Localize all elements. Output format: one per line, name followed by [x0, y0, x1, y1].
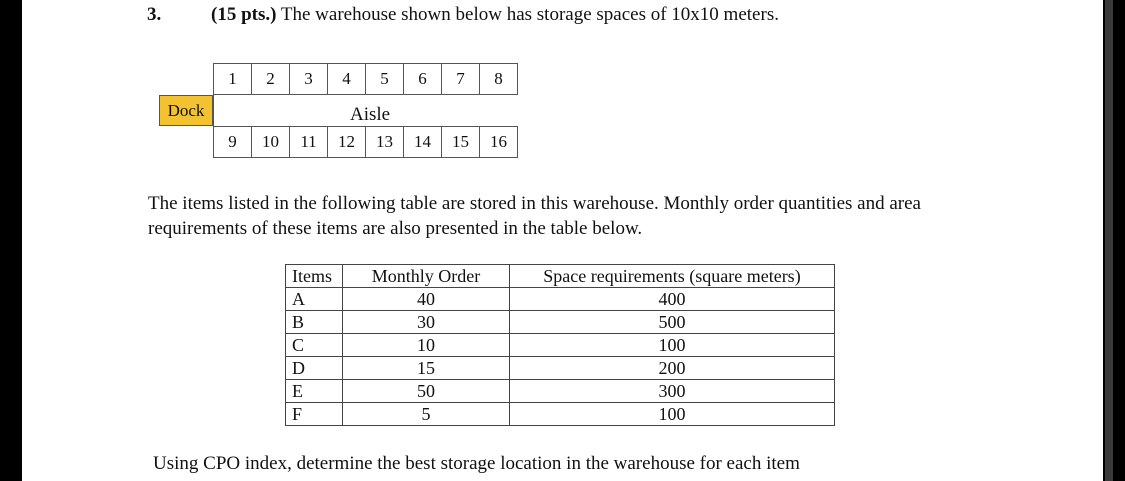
table-row [286, 380, 835, 403]
monthly-order-cell: 40 [343, 288, 510, 311]
storage-slot: 10 [252, 127, 290, 157]
monthly-order-cell: 30 [343, 311, 510, 334]
column-header: Space requirements (square meters) [510, 265, 835, 288]
storage-slot: 5 [366, 64, 404, 94]
monthly-order-cell: 10 [343, 334, 510, 357]
storage-slot: 2 [252, 64, 290, 94]
question-number: 3. [147, 4, 162, 25]
question-statement [211, 4, 779, 26]
space-requirement-cell: 100 [510, 403, 835, 426]
description-paragraph: The items listed in the following table are stored in this warehouse. Monthly order quantities and area requirements of these items are also presented in the table below. [148, 193, 921, 239]
storage-slot: 3 [290, 64, 328, 94]
storage-slot: 8 [480, 64, 518, 94]
storage-slot: 15 [442, 127, 480, 157]
page-edge-scrollbar[interactable] [1105, 0, 1113, 481]
aisle-edge-line [213, 94, 214, 126]
storage-slot: 1 [214, 64, 252, 94]
item-cell: A [286, 288, 343, 311]
warehouse-bottom-row [213, 126, 518, 158]
item-cell: F [286, 403, 343, 426]
space-requirement-cell: 100 [510, 334, 835, 357]
table-row [286, 357, 835, 380]
storage-slot: 4 [328, 64, 366, 94]
column-header: Items [286, 265, 343, 288]
table-row [286, 403, 835, 426]
space-requirement-cell: 400 [510, 288, 835, 311]
item-cell: C [286, 334, 343, 357]
table-row [286, 334, 835, 357]
storage-slot: 6 [404, 64, 442, 94]
storage-slot: 7 [442, 64, 480, 94]
table-header-row [286, 265, 835, 288]
storage-slot: 11 [290, 127, 328, 157]
storage-slot: 12 [328, 127, 366, 157]
aisle-label: Aisle [350, 104, 391, 125]
question-points: (15 pts.) [211, 4, 277, 25]
space-requirement-cell: 300 [510, 380, 835, 403]
storage-slot: 16 [480, 127, 518, 157]
document-page [22, 0, 1103, 481]
storage-slot: 14 [404, 127, 442, 157]
monthly-order-cell: 5 [343, 403, 510, 426]
items-table [285, 264, 835, 426]
storage-slot: 9 [214, 127, 252, 157]
monthly-order-cell: 50 [343, 380, 510, 403]
item-cell: E [286, 380, 343, 403]
monthly-order-cell: 15 [343, 357, 510, 380]
warehouse-top-row [213, 63, 518, 95]
item-cell: D [286, 357, 343, 380]
column-header: Monthly Order [343, 265, 510, 288]
space-requirement-cell: 200 [510, 357, 835, 380]
table-row [286, 311, 835, 334]
table-row [286, 288, 835, 311]
storage-slot: 13 [366, 127, 404, 157]
dock-box: Dock [159, 95, 213, 126]
question-text: The warehouse shown below has storage spaces of 10x10 meters. [280, 4, 779, 25]
instruction-text: Using CPO index, determine the best storage location in the warehouse for each item [153, 453, 800, 474]
space-requirement-cell: 500 [510, 311, 835, 334]
item-cell: B [286, 311, 343, 334]
